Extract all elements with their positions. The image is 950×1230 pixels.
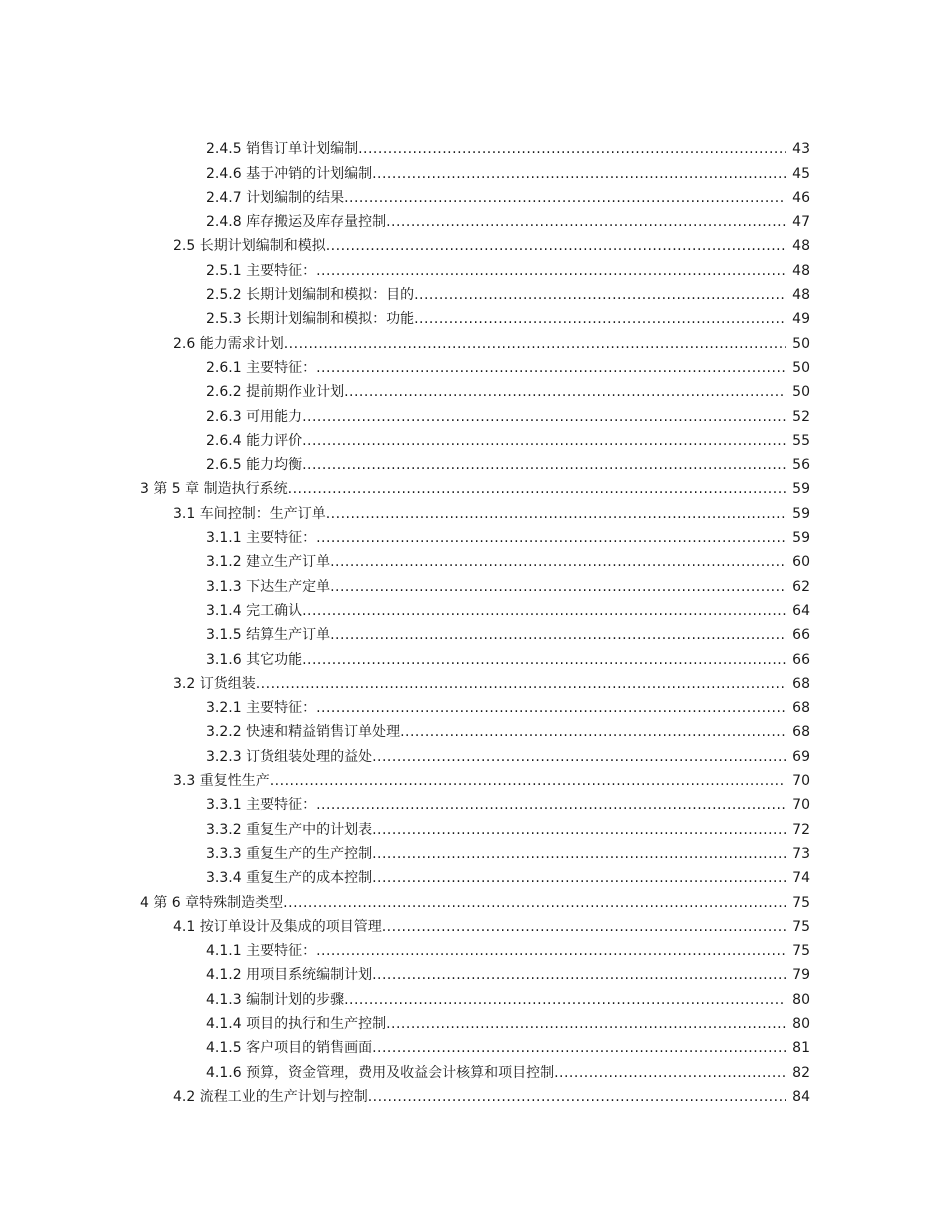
toc-dot-leader bbox=[330, 578, 786, 596]
toc-entry-page-number: 59 bbox=[792, 505, 810, 522]
toc-dot-leader bbox=[330, 626, 786, 644]
toc-entry[interactable] bbox=[206, 401, 950, 425]
toc-entry-title: 2.4.8 库存搬运及库存量控制 bbox=[206, 214, 387, 231]
toc-entry-page-number: 68 bbox=[792, 675, 810, 692]
toc-dot-leader bbox=[372, 821, 786, 839]
toc-entry-title: 4.2 流程工业的生产计划与控制 bbox=[173, 1088, 368, 1105]
toc-entry-title: 2.6.4 能力评价 bbox=[206, 432, 303, 449]
toc-entry-page-number: 75 bbox=[792, 918, 810, 935]
toc-dot-leader bbox=[302, 651, 786, 669]
toc-entry-page-number: 49 bbox=[792, 311, 810, 328]
toc-entry[interactable] bbox=[206, 717, 950, 741]
toc-entry[interactable] bbox=[140, 887, 950, 911]
toc-entry-title: 3.3.1 主要特征： bbox=[206, 797, 317, 814]
toc-entry-title: 2.6.2 提前期作业计划 bbox=[206, 384, 345, 401]
toc-entry-page-number: 84 bbox=[792, 1088, 810, 1105]
toc-entry[interactable] bbox=[206, 693, 950, 717]
toc-dot-leader bbox=[382, 918, 786, 936]
toc-entry[interactable] bbox=[206, 936, 950, 960]
toc-entry[interactable] bbox=[173, 912, 950, 936]
toc-entry-title: 4.1.1 主要特征： bbox=[206, 943, 317, 960]
toc-entry[interactable] bbox=[206, 304, 950, 328]
toc-entry-title: 2.4.6 基于冲销的计划编制 bbox=[206, 165, 373, 182]
toc-dot-leader bbox=[256, 675, 786, 693]
toc-dot-leader bbox=[326, 505, 786, 523]
toc-entry[interactable] bbox=[206, 158, 950, 182]
toc-entry-title: 3.1.5 结算生产订单 bbox=[206, 627, 331, 644]
toc-entry[interactable] bbox=[206, 644, 950, 668]
toc-entry-page-number: 48 bbox=[792, 238, 810, 255]
toc-dot-leader bbox=[414, 286, 786, 304]
toc-entry-title: 3.1.2 建立生产订单 bbox=[206, 554, 331, 571]
toc-entry[interactable] bbox=[206, 984, 950, 1008]
toc-dot-leader bbox=[316, 942, 786, 960]
toc-entry-page-number: 56 bbox=[792, 457, 810, 474]
toc-entry-page-number: 72 bbox=[792, 821, 810, 838]
toc-entry[interactable] bbox=[206, 790, 950, 814]
toc-dot-leader bbox=[372, 966, 786, 984]
toc-entry[interactable] bbox=[206, 571, 950, 595]
toc-entry[interactable] bbox=[173, 231, 950, 255]
toc-dot-leader bbox=[554, 1064, 786, 1082]
toc-entry-page-number: 43 bbox=[792, 141, 810, 158]
toc-entry-title: 3.2.1 主要特征： bbox=[206, 700, 317, 717]
toc-entry-title: 4.1.5 客户项目的销售画面 bbox=[206, 1040, 373, 1057]
toc-entry[interactable] bbox=[173, 498, 950, 522]
toc-entry[interactable] bbox=[206, 183, 950, 207]
toc-dot-leader bbox=[316, 262, 786, 280]
toc-entry-page-number: 80 bbox=[792, 991, 810, 1008]
toc-dot-leader bbox=[372, 869, 786, 887]
toc-entry-title: 2.5 长期计划编制和模拟 bbox=[173, 238, 326, 255]
toc-entry-page-number: 48 bbox=[792, 262, 810, 279]
toc-entry-page-number: 50 bbox=[792, 384, 810, 401]
toc-dot-leader bbox=[372, 165, 786, 183]
toc-entry-title: 4 第 6 章特殊制造类型 bbox=[140, 894, 284, 911]
toc-entry[interactable] bbox=[206, 450, 950, 474]
toc-entry-title: 2.6.3 可用能力 bbox=[206, 408, 303, 425]
toc-entry-title: 2.4.5 销售订单计划编制 bbox=[206, 141, 359, 158]
toc-entry[interactable] bbox=[206, 353, 950, 377]
toc-entry[interactable] bbox=[206, 134, 950, 158]
toc-dot-leader bbox=[372, 748, 786, 766]
toc-entry-title: 4.1.4 项目的执行和生产控制 bbox=[206, 1015, 387, 1032]
toc-entry[interactable] bbox=[206, 863, 950, 887]
toc-dot-leader bbox=[386, 1015, 786, 1033]
toc-entry[interactable] bbox=[140, 474, 950, 498]
toc-entry[interactable] bbox=[173, 328, 950, 352]
toc-entry[interactable] bbox=[173, 766, 950, 790]
toc-dot-leader bbox=[400, 723, 786, 741]
toc-entry-title: 3.1.3 下达生产定单 bbox=[206, 578, 331, 595]
toc-entry-title: 3.3.3 重复生产的生产控制 bbox=[206, 845, 373, 862]
toc-entry-page-number: 70 bbox=[792, 797, 810, 814]
toc-entry-page-number: 73 bbox=[792, 845, 810, 862]
toc-entry-title: 3.3.2 重复生产中的计划表 bbox=[206, 821, 373, 838]
toc-entry-page-number: 74 bbox=[792, 870, 810, 887]
toc-entry-title: 2.4.7 计划编制的结果 bbox=[206, 189, 345, 206]
toc-entry[interactable] bbox=[206, 547, 950, 571]
toc-dot-leader bbox=[316, 529, 786, 547]
toc-dot-leader bbox=[344, 189, 786, 207]
toc-entry-page-number: 81 bbox=[792, 1040, 810, 1057]
toc-entry-page-number: 75 bbox=[792, 943, 810, 960]
toc-entry[interactable] bbox=[206, 741, 950, 765]
toc-entry[interactable] bbox=[173, 1082, 950, 1106]
toc-entry-title: 3.3 重复性生产 bbox=[173, 773, 270, 790]
toc-dot-leader bbox=[386, 213, 786, 231]
toc-entry-page-number: 50 bbox=[792, 335, 810, 352]
toc-entry-page-number: 60 bbox=[792, 554, 810, 571]
toc-entry-title: 2.5.1 主要特征： bbox=[206, 262, 317, 279]
toc-entry-title: 3 第 5 章 制造执行系统 bbox=[140, 481, 288, 498]
toc-entry-page-number: 68 bbox=[792, 700, 810, 717]
toc-dot-leader bbox=[358, 140, 786, 158]
toc-entry[interactable] bbox=[206, 1009, 950, 1033]
toc-entry[interactable] bbox=[173, 669, 950, 693]
toc-entry-title: 2.5.2 长期计划编制和模拟：目的 bbox=[206, 287, 415, 304]
toc-entry-page-number: 46 bbox=[792, 189, 810, 206]
toc-dot-leader bbox=[302, 432, 786, 450]
toc-entry-page-number: 48 bbox=[792, 287, 810, 304]
toc-entry[interactable] bbox=[206, 596, 950, 620]
toc-entry[interactable] bbox=[206, 1033, 950, 1057]
toc-entry-title: 4.1.3 编制计划的步骤 bbox=[206, 991, 345, 1008]
toc-dot-leader bbox=[302, 456, 786, 474]
toc-entry-page-number: 47 bbox=[792, 214, 810, 231]
toc-entry-title: 2.6.1 主要特征： bbox=[206, 359, 317, 376]
toc-dot-leader bbox=[330, 553, 786, 571]
toc-dot-leader bbox=[414, 310, 786, 328]
toc-dot-leader bbox=[372, 845, 786, 863]
toc-entry-page-number: 64 bbox=[792, 602, 810, 619]
toc-entry-title: 4.1.6 预算，资金管理，费用及收益会计核算和项目控制 bbox=[206, 1064, 555, 1081]
toc-entry-title: 2.5.3 长期计划编制和模拟：功能 bbox=[206, 311, 415, 328]
toc-dot-leader bbox=[284, 335, 786, 353]
toc-dot-leader bbox=[344, 383, 786, 401]
toc-entry-page-number: 69 bbox=[792, 748, 810, 765]
toc-dot-leader bbox=[368, 1088, 786, 1106]
toc-entry-title: 3.2.2 快速和精益销售订单处理 bbox=[206, 724, 401, 741]
toc-entry[interactable] bbox=[206, 377, 950, 401]
toc-entry[interactable] bbox=[206, 620, 950, 644]
toc-entry-title: 3.2 订货组装 bbox=[173, 675, 256, 692]
toc-dot-leader bbox=[316, 796, 786, 814]
toc-dot-leader bbox=[302, 408, 786, 426]
toc-entry-title: 3.1.1 主要特征： bbox=[206, 530, 317, 547]
toc-entry-page-number: 62 bbox=[792, 578, 810, 595]
toc-dot-leader bbox=[316, 699, 786, 717]
toc-entry-title: 3.1.6 其它功能 bbox=[206, 651, 303, 668]
toc-entry-title: 2.6.5 能力均衡 bbox=[206, 457, 303, 474]
toc-dot-leader bbox=[316, 359, 786, 377]
toc-entry-page-number: 55 bbox=[792, 432, 810, 449]
toc-entry-page-number: 50 bbox=[792, 359, 810, 376]
toc-entry-page-number: 66 bbox=[792, 627, 810, 644]
toc-entry-page-number: 80 bbox=[792, 1015, 810, 1032]
toc-entry-title: 3.1 车间控制：生产订单 bbox=[173, 505, 326, 522]
toc-entry-title: 4.1 按订单设计及集成的项目管理 bbox=[173, 918, 382, 935]
toc-dot-leader bbox=[270, 772, 786, 790]
toc-entry[interactable] bbox=[206, 960, 950, 984]
toc-entry[interactable] bbox=[206, 814, 950, 838]
toc-entry[interactable] bbox=[206, 839, 950, 863]
toc-dot-leader bbox=[372, 1039, 786, 1057]
table-of-contents bbox=[0, 134, 950, 1106]
toc-entry[interactable] bbox=[206, 255, 950, 279]
toc-entry[interactable] bbox=[206, 523, 950, 547]
toc-entry[interactable] bbox=[206, 1057, 950, 1081]
toc-dot-leader bbox=[283, 894, 786, 912]
toc-entry-page-number: 70 bbox=[792, 773, 810, 790]
toc-entry-page-number: 52 bbox=[792, 408, 810, 425]
toc-dot-leader bbox=[302, 602, 786, 620]
toc-entry-page-number: 79 bbox=[792, 967, 810, 984]
toc-dot-leader bbox=[344, 991, 786, 1009]
toc-entry-page-number: 82 bbox=[792, 1064, 810, 1081]
toc-entry-title: 3.1.4 完工确认 bbox=[206, 602, 303, 619]
toc-entry[interactable] bbox=[206, 280, 950, 304]
toc-dot-leader bbox=[326, 237, 786, 255]
toc-entry[interactable] bbox=[206, 426, 950, 450]
toc-entry-title: 3.3.4 重复生产的成本控制 bbox=[206, 870, 373, 887]
toc-entry-page-number: 68 bbox=[792, 724, 810, 741]
toc-entry-page-number: 59 bbox=[792, 481, 810, 498]
toc-entry-page-number: 59 bbox=[792, 530, 810, 547]
toc-entry-page-number: 45 bbox=[792, 165, 810, 182]
toc-entry-page-number: 66 bbox=[792, 651, 810, 668]
toc-entry-title: 2.6 能力需求计划 bbox=[173, 335, 284, 352]
toc-entry-title: 3.2.3 订货组装处理的益处 bbox=[206, 748, 373, 765]
toc-entry-title: 4.1.2 用项目系统编制计划 bbox=[206, 967, 373, 984]
toc-entry-page-number: 75 bbox=[792, 894, 810, 911]
toc-dot-leader bbox=[288, 480, 786, 498]
toc-entry[interactable] bbox=[206, 207, 950, 231]
